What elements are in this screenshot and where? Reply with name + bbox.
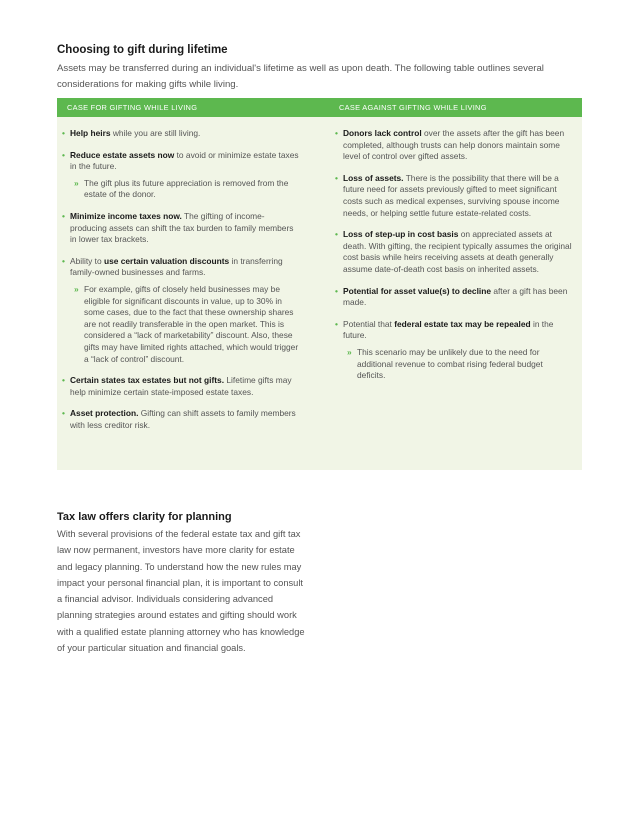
column-header-case-for: CASE FOR GIFTING WHILE LIVING xyxy=(67,103,198,112)
chevron-right-icon: » xyxy=(74,283,79,294)
bullet-icon: • xyxy=(335,285,338,296)
item-text: to avoid or minimize estate taxes in the future. xyxy=(70,149,299,172)
bullet-icon: • xyxy=(62,210,65,221)
item-heading: Minimize income taxes now. xyxy=(70,210,182,221)
bullet-icon: • xyxy=(62,408,65,419)
list-item xyxy=(334,128,572,163)
list-item xyxy=(334,173,572,219)
comparison-table xyxy=(57,98,582,470)
bullet-icon: • xyxy=(335,128,338,138)
sub-item-text: This scenario may be unlikely due to the need for additional revenue to combat rising federal budget deficits. xyxy=(357,346,543,381)
item-text: after a gift has been made. xyxy=(343,285,568,308)
item-text: Lifetime gifts may help minimize certain state-imposed estate taxes. xyxy=(70,375,292,397)
sub-item xyxy=(74,284,301,365)
item-heading: Donors lack control xyxy=(343,128,422,138)
item-heading: use certain valuation discounts xyxy=(103,255,230,266)
list-item xyxy=(61,211,301,246)
item-heading: Loss of step-up in cost basis xyxy=(343,229,459,240)
bullet-icon: • xyxy=(62,149,65,160)
sub-item-text: For example, gifts of closely held businesses may be eligible for significant discounts in value, up to 30% in some cases, due to the fact that these ownership shares are not readily transferable in the open market. This is considered a “lack of marketability” discount. Also, these gifts may have limited rights attached, which would trigger a “lack of control” discount. xyxy=(84,283,299,364)
item-heading: Loss of assets. xyxy=(343,172,404,183)
item-text: in the future. xyxy=(343,318,554,341)
item-text: The gifting of income-producing assets can shift the tax burden to family members in lower tax brackets. xyxy=(70,210,294,245)
list-item xyxy=(61,150,301,201)
bullet-icon: • xyxy=(62,128,65,138)
list-item xyxy=(61,375,301,398)
list-item xyxy=(334,319,572,382)
chevron-right-icon: » xyxy=(74,177,79,188)
section-title-gifting: Choosing to gift during lifetime xyxy=(57,44,228,56)
item-text: while you are still living. xyxy=(110,128,201,138)
intro-paragraph: Assets may be transferred during an individual's lifetime as well as upon death. The following table outlines several considerations for making gifts while living. xyxy=(57,63,544,90)
item-heading: Asset protection. xyxy=(70,408,139,419)
item-text: There is the possibility that there will be a future need for assets previously gifted to meet significant costs such as medical expenses, surviving spouse income needs, or helping settle future estate-related costs. xyxy=(343,172,560,218)
case-for-column xyxy=(61,128,301,441)
item-heading: Reduce estate assets now xyxy=(70,149,175,160)
sub-item-text: The gift plus its future appreciation is removed from the estate of the donor. xyxy=(84,177,289,200)
table-header xyxy=(57,98,582,117)
section-title-tax-law: Tax law offers clarity for planning xyxy=(57,511,232,523)
item-text: in transferring family-owned businesses and farms. xyxy=(70,255,283,278)
list-item xyxy=(334,286,572,309)
bullet-icon: • xyxy=(335,172,338,183)
item-text: Gifting can shift assets to family members with less creditor risk. xyxy=(70,408,296,430)
item-text: over the assets after the gift has been completed, although trusts can help donors maintain some level of control over gifted assets. xyxy=(343,128,565,162)
item-lead-text: Potential that xyxy=(343,318,395,329)
item-heading: Help heirs xyxy=(70,128,111,138)
case-against-column xyxy=(334,128,572,392)
tax-law-paragraph: With several provisions of the federal estate tax and gift tax law now permanent, investors have more clarity for estate and legacy planning. To understand how the new rules may impact your personal financial plan, it is important to consult a financial advisor. Individuals considering advanced planning strategies around estates and gifting should work with a qualified estate planning attorney who has knowledge of your particular situation and financial goals. xyxy=(57,529,305,654)
list-item xyxy=(61,128,301,140)
chevron-right-icon: » xyxy=(347,346,352,357)
list-item xyxy=(61,408,301,431)
sub-item xyxy=(347,347,572,382)
item-heading: federal estate tax may be repealed xyxy=(394,318,531,329)
item-heading: Certain states tax estates but not gifts. xyxy=(70,375,225,386)
list-item xyxy=(334,229,572,275)
bullet-icon: • xyxy=(62,255,65,266)
list-item xyxy=(61,256,301,365)
sub-item xyxy=(74,178,301,201)
column-header-case-against: CASE AGAINST GIFTING WHILE LIVING xyxy=(339,103,487,112)
bullet-icon: • xyxy=(62,375,65,386)
item-text: on appreciated assets at death. With gifting, the recipient typically assumes the original cost basis while heirs receiving assets at death generally assume date-of-death cost basis on inherited assets. xyxy=(343,229,572,274)
item-lead-text: Ability to xyxy=(70,255,104,266)
item-heading: Potential for asset value(s) to decline xyxy=(343,285,491,296)
bullet-icon: • xyxy=(335,318,338,329)
bullet-icon: • xyxy=(335,229,338,240)
